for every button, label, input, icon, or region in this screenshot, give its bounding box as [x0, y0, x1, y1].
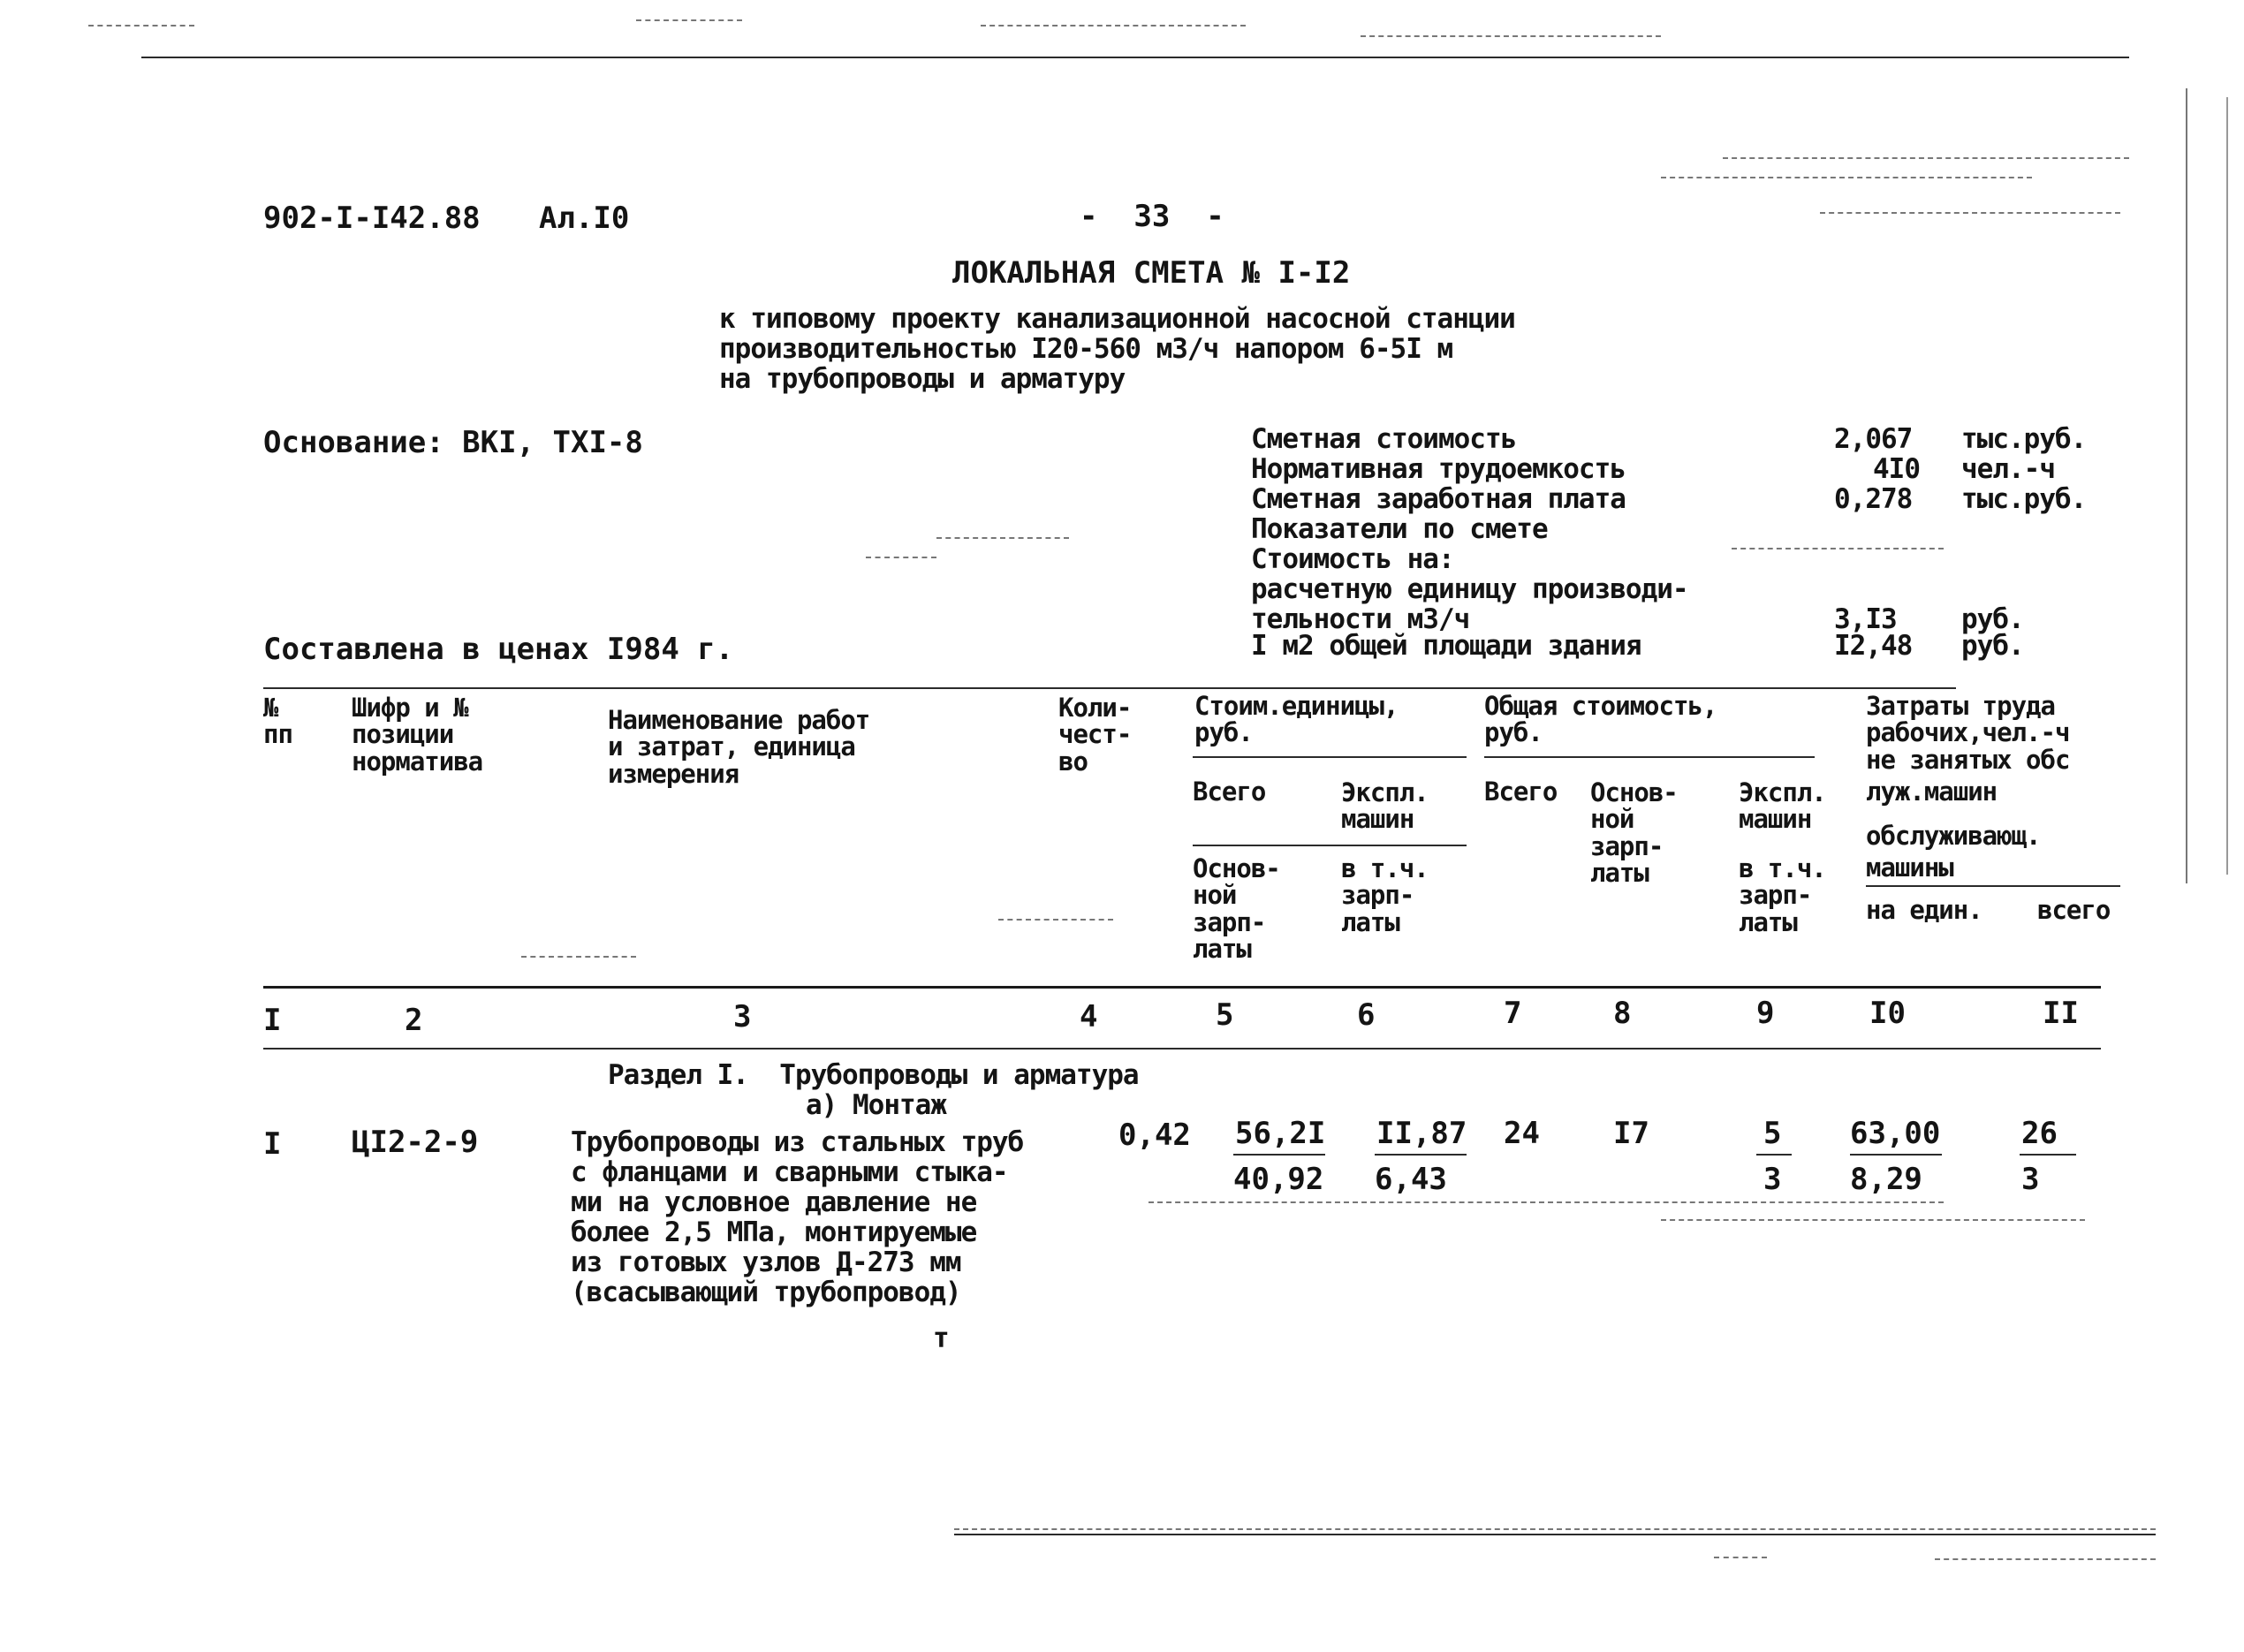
scan-rule — [1361, 35, 1661, 37]
summary-label: тельности м3/ч — [1251, 603, 1470, 635]
col-header-code: Шифр и № позиции норматива — [352, 693, 483, 777]
summary-label: расчетную единицу производи- — [1251, 573, 1688, 605]
column-number: II — [2043, 996, 2079, 1031]
col-header-labor-2: луж.машин — [1866, 777, 1998, 807]
col-header-labor: Затраты труда рабочих,чел.-ч не занятых обс — [1866, 691, 2070, 775]
labor-rule — [1866, 885, 2120, 887]
summary-value: 4I0 — [1873, 453, 1920, 485]
summary-label: I м2 общей площади здания — [1251, 630, 1641, 662]
scan-rule — [981, 25, 1246, 27]
row-labor-total: 26 — [2021, 1116, 2058, 1151]
col-header-labor-4: машины — [1866, 853, 1953, 883]
summary-value: I2,48 — [1834, 630, 1913, 662]
subsection-title: а) Монтаж — [806, 1089, 946, 1121]
column-number: 2 — [405, 1003, 423, 1038]
scan-rule — [521, 956, 636, 958]
column-number: 7 — [1504, 996, 1522, 1031]
row-total-machines-wages: 3 — [1763, 1162, 1782, 1197]
row-unit-wages: 40,92 — [1233, 1162, 1324, 1197]
scan-rule — [1661, 177, 2032, 178]
column-numbers-rule — [263, 1048, 2101, 1050]
summary-label: Сметная стоимость — [1251, 423, 1517, 455]
scan-edge — [2186, 88, 2187, 883]
col-header-total-wages: Основ- ной зарп- латы — [1590, 777, 1678, 889]
summary-label: Стоимость на: — [1251, 543, 1454, 575]
footer-mark: т — [933, 1322, 949, 1354]
summary-value: 2,067 — [1834, 423, 1913, 455]
scan-rule — [1820, 212, 2120, 214]
basis-line: Основание: ВКI, ТХI-8 — [263, 425, 643, 460]
estimate-title: ЛОКАЛЬНАЯ СМЕТА № I-I2 — [952, 255, 1351, 291]
subtitle-line-2: производительностью I20-560 м3/ч напором 6-5I м — [719, 333, 1453, 365]
row-total-machines: 5 — [1763, 1116, 1782, 1151]
row-total-wages: I7 — [1613, 1116, 1649, 1151]
unit-cost-rule — [1193, 756, 1467, 758]
scan-rule — [1661, 1219, 2085, 1221]
summary-label: Сметная заработная плата — [1251, 483, 1626, 515]
header-bottom-rule — [263, 986, 2101, 989]
col-header-total-cost: Общая стоимость, руб. — [1484, 691, 1717, 748]
subtitle-line-1: к типовому проекту канализационной насосной станции — [719, 303, 1515, 335]
table-top-rule — [263, 687, 1956, 689]
col-header-labor-3: обслуживающ. — [1866, 821, 2041, 851]
column-number: 3 — [733, 999, 752, 1034]
col-header-unit-wages: Основ- ной зарп- латы — [1193, 853, 1280, 965]
prices-year: Составлена в ценах I984 г. — [263, 632, 734, 667]
summary-unit: руб. — [1961, 603, 2024, 635]
scan-rule — [1149, 1201, 1944, 1203]
row-number: I — [263, 1126, 282, 1162]
summary-unit: чел.-ч — [1961, 453, 2055, 485]
column-number: I — [263, 1003, 282, 1038]
row-unit-total: 56,2I — [1235, 1116, 1326, 1151]
scan-rule — [141, 57, 2129, 58]
document-code: 902-I-I42.88 — [263, 201, 481, 236]
fraction-rule — [1756, 1154, 1792, 1156]
col-header-total: Всего — [1484, 777, 1558, 807]
scan-rule — [954, 1534, 2156, 1535]
scan-rule — [954, 1528, 2156, 1530]
summary-unit: тыс.руб. — [1961, 483, 2087, 515]
scan-rule — [936, 537, 1069, 539]
scan-rule — [1714, 1557, 1767, 1558]
col-header-unit-machines: Экспл. машин — [1341, 777, 1429, 835]
summary-value: 0,278 — [1834, 483, 1913, 515]
summary-unit: руб. — [1961, 630, 2024, 662]
row-labor-per-unit: 63,00 — [1850, 1116, 1941, 1151]
col-header-work-name: Наименование работ и затрат, единица измерения — [608, 705, 870, 789]
row-labor-total-bottom: 3 — [2021, 1162, 2040, 1197]
column-number: I0 — [1869, 996, 1906, 1031]
col-header-total-machines: Экспл. машин — [1739, 777, 1826, 835]
scan-rule — [1732, 548, 1944, 549]
col-header-quantity: Коли- чест- во — [1058, 693, 1132, 777]
unit-cost-rule-2 — [1193, 845, 1467, 846]
summary-unit: тыс.руб. — [1961, 423, 2087, 455]
summary-value: 3,I3 — [1834, 603, 1897, 635]
scan-rule — [998, 919, 1113, 921]
col-header-total-incl-wages: в т.ч. зарп- латы — [1739, 853, 1826, 937]
row-quantity: 0,42 — [1118, 1118, 1191, 1153]
album-number: Ал.I0 — [539, 201, 630, 236]
row-norm-code: ЦI2-2-9 — [352, 1125, 479, 1160]
fraction-rule — [1233, 1154, 1325, 1156]
summary-label: Нормативная трудоемкость — [1251, 453, 1626, 485]
row-unit-machines: II,87 — [1376, 1116, 1467, 1151]
col-header-labor-per-unit: на един. — [1866, 895, 1982, 925]
col-header-number: № пп — [263, 693, 292, 750]
section-title: Раздел I. Трубопроводы и арматура — [608, 1059, 1139, 1091]
row-total: 24 — [1504, 1116, 1540, 1151]
subtitle-line-3: на трубопроводы и арматуру — [719, 363, 1126, 395]
col-header-unit-total: Всего — [1193, 777, 1266, 807]
scan-rule — [88, 25, 194, 27]
fraction-rule — [2020, 1154, 2076, 1156]
col-header-labor-total: всего — [2037, 895, 2111, 925]
row-work-description: Трубопроводы из стальных труб с фланцами и сварными стыка- ми на условное давление не более 2,5 МПа, монтируемые из готовых узлов Д-273 мм (всасывающий трубопровод) — [571, 1126, 1024, 1309]
column-number: 6 — [1357, 997, 1376, 1033]
summary-label: Показатели по смете — [1251, 513, 1548, 545]
page-number: - 33 - — [1080, 199, 1224, 234]
fraction-rule — [1850, 1154, 1942, 1156]
column-number: 8 — [1613, 996, 1632, 1031]
column-number: 4 — [1080, 999, 1098, 1034]
row-unit-machines-wages: 6,43 — [1375, 1162, 1447, 1197]
scan-rule — [636, 19, 742, 21]
column-number: 9 — [1756, 996, 1775, 1031]
scan-rule — [866, 557, 936, 558]
col-header-unit-incl-wages: в т.ч. зарп- латы — [1341, 853, 1429, 937]
scan-rule — [1935, 1558, 2156, 1560]
fraction-rule — [1375, 1154, 1467, 1156]
scan-rule — [1723, 157, 2129, 159]
col-header-unit-cost: Стоим.единицы, руб. — [1194, 691, 1399, 748]
row-labor-per-unit-bottom: 8,29 — [1850, 1162, 1922, 1197]
total-cost-rule — [1484, 756, 1815, 758]
column-number: 5 — [1216, 997, 1234, 1033]
scan-edge — [2226, 97, 2228, 875]
